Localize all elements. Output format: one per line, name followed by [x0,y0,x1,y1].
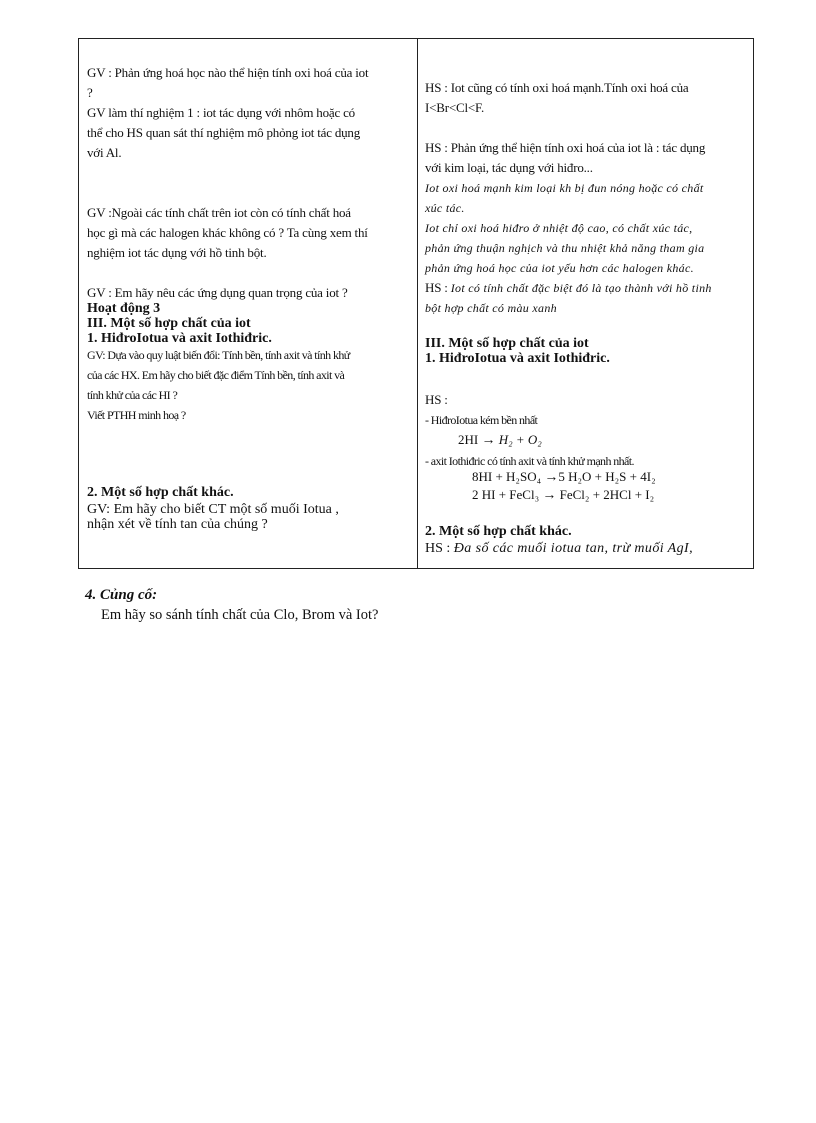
right-iodide-italic: Đa số các muối iotua tan, trừ muối AgI, [453,541,693,556]
left-hi-question-4: Viết PTHH minh hoạ ? [87,408,186,422]
right-answer-2b: với kim loại, tác dụng với hiđro... [425,160,593,175]
left-iodide-question-2: nhận xét về tính tan của chúng ? [87,517,268,532]
consolidation-heading: 4. Củng cố: [85,587,158,603]
right-acid-line: - axit Iothiđric có tính axit và tính khử mạnh nhất. [425,454,634,468]
arrow-icon: → [542,488,557,503]
right-italic-1: Iot oxi hoá mạnh kim loại kh bị đun nóng hoặc có chất [425,181,704,195]
left-subsection-1: 1. HiđroIotua và axit Iothiđric. [87,331,272,346]
left-question-1-mark: ? [87,85,93,100]
left-subsection-2: 2. Một số hợp chất khác. [87,485,234,500]
left-section-heading: III. Một số hợp chất của iot [87,316,251,331]
right-special-property [425,278,712,298]
lesson-table [78,38,754,569]
right-answer-1: HS : Iot cũng có tính oxi hoá mạnh.Tính oxi hoá của [425,80,689,95]
consolidation-question: Em hãy so sánh tính chất của Clo, Brom và Iot? [101,606,379,623]
left-experiment-1: GV làm thí nghiệm 1 : iot tác dụng với nhôm hoặc có [87,105,355,120]
left-starch-2: học gì mà các halogen khác không có ? Ta cùng xem thí [87,225,368,240]
right-hs-prefix-2: HS : [425,541,454,556]
eq1-right: H₂ + O₂ [498,432,542,447]
arrow-icon: → [481,433,496,448]
right-iodide-answer [425,541,693,557]
right-italic-3: Iot chỉ oxi hoá hiđro ở nhiệt độ cao, có chất xúc tác, [425,221,693,235]
left-hi-question-2: của các HX. Em hãy cho biết đặc điểm Tính bền, tính axit và [87,368,345,382]
left-question-1: GV : Phản ứng hoá học nào thể hiện tính oxi hoá của iot [87,65,369,80]
arrow-icon: → [544,470,559,485]
right-italic-2: xúc tác. [425,201,465,215]
right-answer-2: HS : Phản ứng thể hiện tính oxi hoá của iot là : tác dụng [425,140,706,155]
right-equation-2 [472,468,656,487]
right-subsection-1: 1. HiđroIotua và axit Iothiđric. [425,351,610,366]
left-activity-heading: Hoạt động 3 [87,301,161,316]
right-answer-1b: I<Br<Cl<F. [425,100,485,115]
left-iodide-question-1: GV: Em hãy cho biết CT một số muối Iotua , [87,502,339,517]
left-hi-question-3: tính khử của các HI ? [87,388,178,402]
right-hs-prefix: HS : [425,280,451,295]
eq1-left: 2HI [458,432,479,447]
right-section-heading: III. Một số hợp chất của iot [425,336,589,351]
left-experiment-3: với Al. [87,145,122,160]
right-italic-5: phản ứng hoá học của iot yếu hơn các halogen khác. [425,261,694,275]
left-applications: GV : Em hãy nêu các ứng dụng quan trọng của iot ? [87,285,348,300]
right-equation-3 [472,486,654,505]
right-italic-6: bột hợp chất có màu xanh [425,301,557,315]
eq2-right: 5 H₂O + H₂S + 4I₂ [558,469,656,484]
eq3-left: 2 HI + FeCl₃ [472,487,540,502]
left-hi-question-1: GV: Dựa vào quy luật biến đổi: Tính bền, tính axit và tính khử [87,348,350,362]
left-experiment-2: thể cho HS quan sát thí nghiệm mô phỏng iot tác dụng [87,125,361,140]
eq3-right: FeCl₂ + 2HCl + I₂ [559,487,655,502]
right-subsection-2: 2. Một số hợp chất khác. [425,524,572,539]
right-hi-stability: - HiđroIotua kém bền nhất [425,413,538,427]
right-special-italic: Iot có tính chất đặc biệt đó là tạo thành với hồ tinh [450,281,712,295]
right-italic-4: phản ứng thuận nghịch và thu nhiệt khả năng tham gia [425,241,705,255]
right-hs-label: HS : [425,392,448,407]
left-starch-3: nghiệm iot tác dụng với hồ tinh bột. [87,245,267,260]
right-equation-1 [458,431,542,450]
left-starch-1: GV :Ngoài các tính chất trên iot còn có tính chất hoá [87,205,351,220]
column-divider [417,39,418,568]
eq2-left: 8HI + H₂SO₄ [472,469,542,484]
